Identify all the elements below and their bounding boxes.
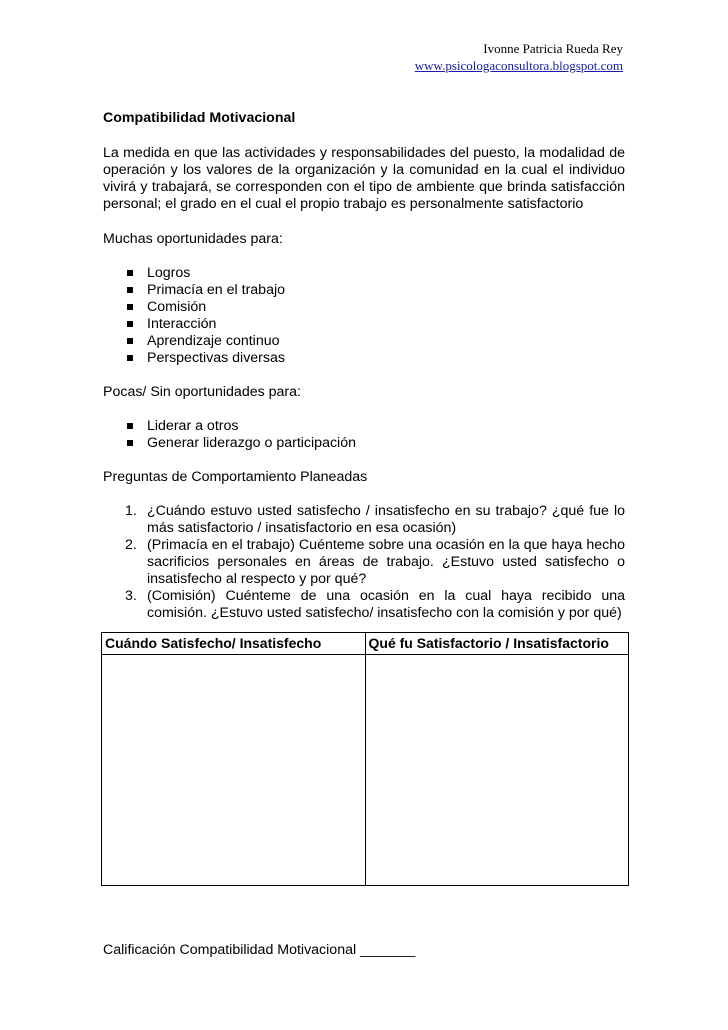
list-item: Generar liderazgo o participación [103,435,625,452]
blog-link[interactable]: www.psicologaconsultora.blogspot.com [414,58,623,73]
bullet-icon [127,304,133,310]
many-opportunities-list [103,265,625,367]
many-opportunities-label: Muchas oportunidades para: [103,231,283,247]
few-opportunities-label: Pocas/ Sin oportunidades para: [103,384,301,400]
list-item: Logros [103,265,625,282]
questions-list [103,503,625,622]
question-number: 2. [125,537,137,553]
answer-cell-what[interactable] [365,655,629,886]
bullet-icon [127,287,133,293]
rating-line: Calificación Compatibilidad Motivacional _______ [103,942,416,958]
bullet-icon [127,321,133,327]
section-title: Compatibilidad Motivacional [103,110,296,126]
document-body [103,110,625,886]
bullet-icon [127,270,133,276]
list-item: Primacía en el trabajo [103,282,625,299]
questions-label: Preguntas de Comportamiento Planeadas [103,469,368,485]
list-item: Comisión [103,299,625,316]
question-item: 1. ¿Cuándo estuvo usted satisfecho / insatisfecho en su trabajo? ¿qué fue lo más satisfactorio / insatisfactorio en esa ocasión) [125,503,625,536]
bullet-icon [127,423,133,429]
answers-table [101,632,629,886]
table-header-what: Qué fu Satisfactorio / Insatisfactorio [365,633,629,655]
few-opportunities-list [103,418,625,452]
list-item: Aprendizaje continuo [103,333,625,350]
answer-cell-when[interactable] [102,655,366,886]
table-row [102,655,629,886]
bullet-icon [127,440,133,446]
description-paragraph: La medida en que las actividades y responsabilidades del puesto, la modalidad de operación y los valores de la organización y la comunidad en la cual el individuo vivirá y trabajará, se corresponden con el tipo de ambiente que brinda satisfacción personal; el grado en el cual el propio trabajo es personalmente satisfactorio [103,145,625,212]
bullet-icon [127,338,133,344]
author-name: Ivonne Patricia Rueda Rey [483,41,623,56]
question-item: 2. (Primacía en el trabajo) Cuénteme sobre una ocasión en la que haya hecho sacrificios personales en áreas de trabajo. ¿Estuvo usted satisfecho o insatisfecho al respecto y por qué? [125,537,625,587]
list-item: Perspectivas diversas [103,350,625,367]
page-header [415,40,623,74]
question-number: 3. [125,588,137,604]
table-header-when: Cuándo Satisfecho/ Insatisfecho [102,633,366,655]
list-item: Liderar a otros [103,418,625,435]
question-number: 1. [125,503,137,519]
list-item: Interacción [103,316,625,333]
question-item: 3. (Comisión) Cuénteme de una ocasión en la cual haya recibido una comisión. ¿Estuvo usted satisfecho/ insatisfecho con la comisión y por qué) [125,588,625,621]
bullet-icon [127,355,133,361]
